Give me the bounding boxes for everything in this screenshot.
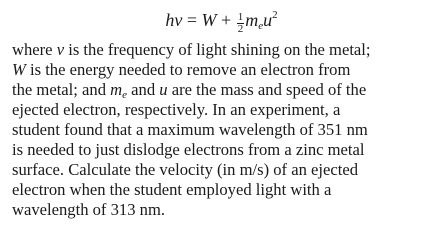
paragraph-line-6: is needed to just dislodge electrons from a zinc metal bbox=[12, 140, 365, 159]
paragraph-line-3 bbox=[12, 80, 440, 100]
plus-sign: + bbox=[216, 10, 236, 30]
planck-constant-symbol: h bbox=[165, 10, 175, 30]
speed-symbol: u bbox=[263, 10, 273, 30]
speed-exponent: 2 bbox=[272, 9, 278, 21]
paragraph-line-9: wavelength of 313 nm. bbox=[12, 200, 165, 219]
paragraph-line-7: surface. Calculate the velocity (in m/s) of an ejected bbox=[12, 160, 359, 179]
fraction-denominator: 2 bbox=[237, 23, 244, 35]
line-3-text-end: are the mass and speed of the bbox=[167, 80, 367, 99]
photoelectric-equation bbox=[0, 8, 443, 35]
line-2-text: is the energy needed to remove an electron from bbox=[25, 60, 351, 79]
paragraph-line-8: electron when the student employed light with a bbox=[12, 180, 332, 199]
line-3-text-mid: and bbox=[127, 80, 160, 99]
problem-paragraph bbox=[12, 40, 440, 220]
line-1-text-end: is the frequency of light shining on the metal; bbox=[64, 40, 371, 59]
fraction-numerator: 1 bbox=[237, 11, 244, 23]
work-function-symbol: W bbox=[201, 10, 217, 30]
paragraph-line-4: ejected electron, respectively. In an experiment, a bbox=[12, 100, 341, 119]
paragraph-line-2 bbox=[12, 60, 440, 80]
equals-sign: = bbox=[182, 10, 202, 30]
mass-symbol: m bbox=[245, 10, 259, 30]
paragraph-line-5: student found that a maximum wavelength of 351 nm bbox=[12, 120, 368, 139]
mass-subscript: e bbox=[258, 20, 264, 32]
one-half-fraction bbox=[237, 12, 245, 35]
work-function-symbol-inline: W bbox=[12, 60, 26, 79]
frequency-symbol: ν bbox=[174, 10, 183, 30]
frequency-symbol-inline: ν bbox=[56, 40, 65, 59]
mass-symbol-inline: m bbox=[110, 80, 123, 99]
speed-symbol-inline: u bbox=[159, 80, 168, 99]
mass-subscript-inline: e bbox=[122, 89, 128, 101]
paragraph-line-1 bbox=[12, 40, 440, 60]
line-3-text-start: the metal; and bbox=[12, 80, 111, 99]
line-1-text-start: where bbox=[12, 40, 57, 59]
